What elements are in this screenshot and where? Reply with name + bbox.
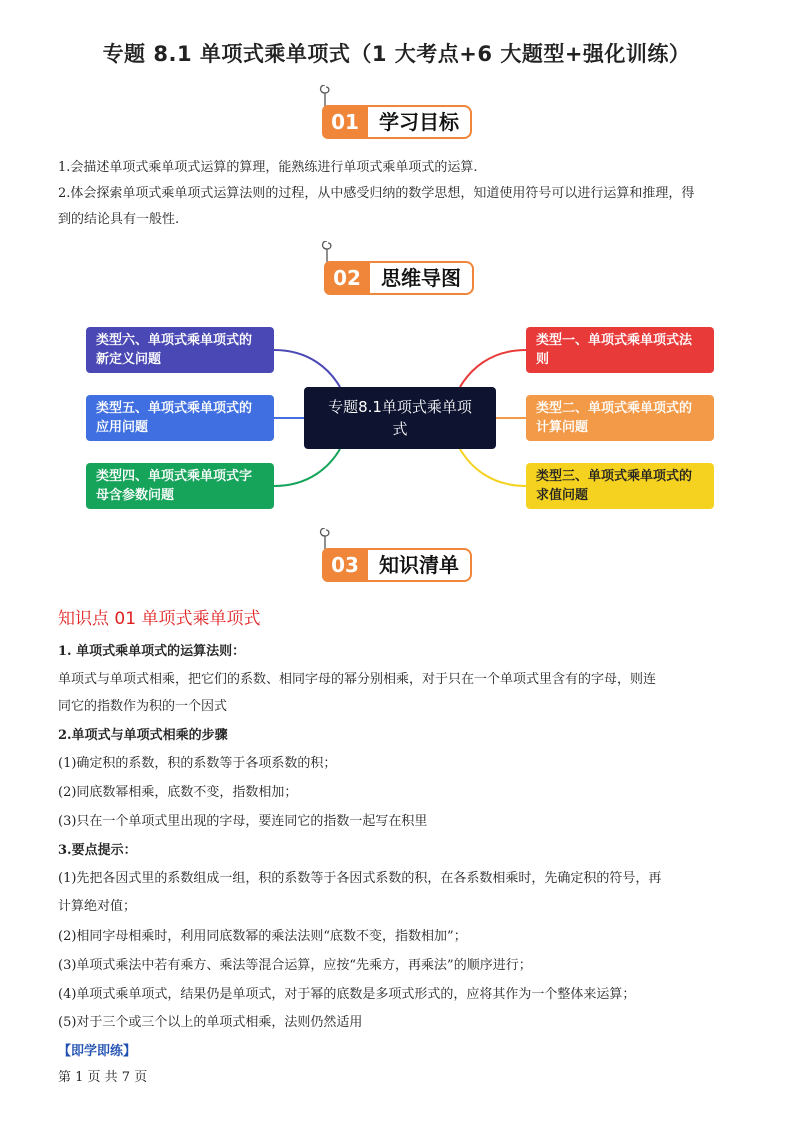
mindmap-node-type3 xyxy=(526,463,714,509)
section-label: 学习目标 xyxy=(366,105,472,139)
mindmap-center-line-2: 式 xyxy=(392,420,408,438)
document-title: 专题 8.1 单项式乘单项式（1 大考点+6 大题型+强化训练） xyxy=(102,42,691,66)
node-text: 新定义问题 xyxy=(96,352,162,367)
section-banner-knowledge xyxy=(322,548,472,582)
step-1: (1)确定积的系数，积的系数等于各项系数的积； xyxy=(58,756,337,771)
node-text: 类型五、单项式乘单项式的 xyxy=(96,401,253,416)
heading-tips: 3.要点提示： xyxy=(58,843,137,858)
rule-text-1: 单项式与单项式相乘，把它们的系数、相同字母的幂分别相乘，对于只在一个单项式里含有的字母，则连 xyxy=(58,672,657,687)
node-text: 求值问题 xyxy=(536,488,589,503)
page-footer: 第 1 页 共 7 页 xyxy=(58,1070,148,1085)
step-3: (3)只在一个单项式里出现的字母，要连同它的指数一起写在积里 xyxy=(58,814,428,829)
section-number: 01 xyxy=(322,105,368,139)
mindmap-center xyxy=(304,387,496,449)
node-text: 母含参数问题 xyxy=(96,488,175,503)
practice-heading: 【即学即练】 xyxy=(58,1044,137,1059)
mindmap-node-type1 xyxy=(526,327,714,373)
step-2: (2)同底数幂相乘，底数不变，指数相加； xyxy=(58,785,298,800)
tip-4: (4)单项式乘单项式，结果仍是单项式，对于幂的底数是多项式形式的，应将其作为一个整体来运算； xyxy=(58,987,636,1002)
section-number: 02 xyxy=(324,261,370,295)
connector-left-3 xyxy=(274,449,340,486)
node-text: 类型一、单项式乘单项式法 xyxy=(536,333,693,348)
pin-icon xyxy=(318,528,332,550)
connector-right-3 xyxy=(460,449,526,486)
rule-text-2: 同它的指数作为积的一个因式 xyxy=(58,699,228,714)
heading-steps: 2.单项式与单项式相乘的步骤 xyxy=(58,728,228,743)
connector-left-1 xyxy=(274,350,340,387)
mindmap-node-type5 xyxy=(86,395,274,441)
section-number: 03 xyxy=(322,548,368,582)
mindmap-node-type4 xyxy=(86,463,274,509)
node-text: 类型六、单项式乘单项式的 xyxy=(96,333,253,348)
connector-right-1 xyxy=(460,350,526,387)
node-text: 类型三、单项式乘单项式的 xyxy=(536,469,693,484)
tip-1-line-1: (1)先把各因式里的系数组成一组，积的系数等于各因式系数的积，在各系数相乘时，先确定积的符号，再 xyxy=(58,871,662,886)
mindmap-node-type2 xyxy=(526,395,714,441)
goal-2-line-2: 到的结论具有一般性. xyxy=(58,212,180,227)
goal-1: 1.会描述单项式乘单项式运算的算理，能熟练进行单项式乘单项式的运算. xyxy=(58,160,478,175)
goal-2-line-1: 2.体会探索单项式乘单项式运算法则的过程，从中感受归纳的数学思想，知道使用符号可以进行运算和推理，得 xyxy=(58,186,695,201)
node-text: 应用问题 xyxy=(96,420,149,435)
mindmap-center-line-1: 专题8.1单项式乘单项 xyxy=(328,398,472,416)
tip-5: (5)对于三个或三个以上的单项式相乘，法则仍然适用 xyxy=(58,1015,363,1030)
node-text: 则 xyxy=(536,352,550,367)
node-text: 类型二、单项式乘单项式的 xyxy=(536,401,693,416)
node-text: 类型四、单项式乘单项式字 xyxy=(96,469,253,484)
tip-2: (2)相同字母相乘时，利用同底数幂的乘法法则“底数不变，指数相加”； xyxy=(58,929,467,944)
knowledge-point-title: 知识点 01 单项式乘单项式 xyxy=(58,609,261,629)
section-label: 思维导图 xyxy=(368,261,474,295)
tip-1-line-2: 计算绝对值； xyxy=(58,899,137,914)
heading-rule: 1. 单项式乘单项式的运算法则： xyxy=(58,644,246,659)
section-label: 知识清单 xyxy=(366,548,472,582)
mindmap-node-type6 xyxy=(86,327,274,373)
tip-3: (3)单项式乘法中若有乘方、乘法等混合运算，应按“先乘方，再乘法”的顺序进行； xyxy=(58,958,532,973)
node-text: 计算问题 xyxy=(536,420,589,435)
